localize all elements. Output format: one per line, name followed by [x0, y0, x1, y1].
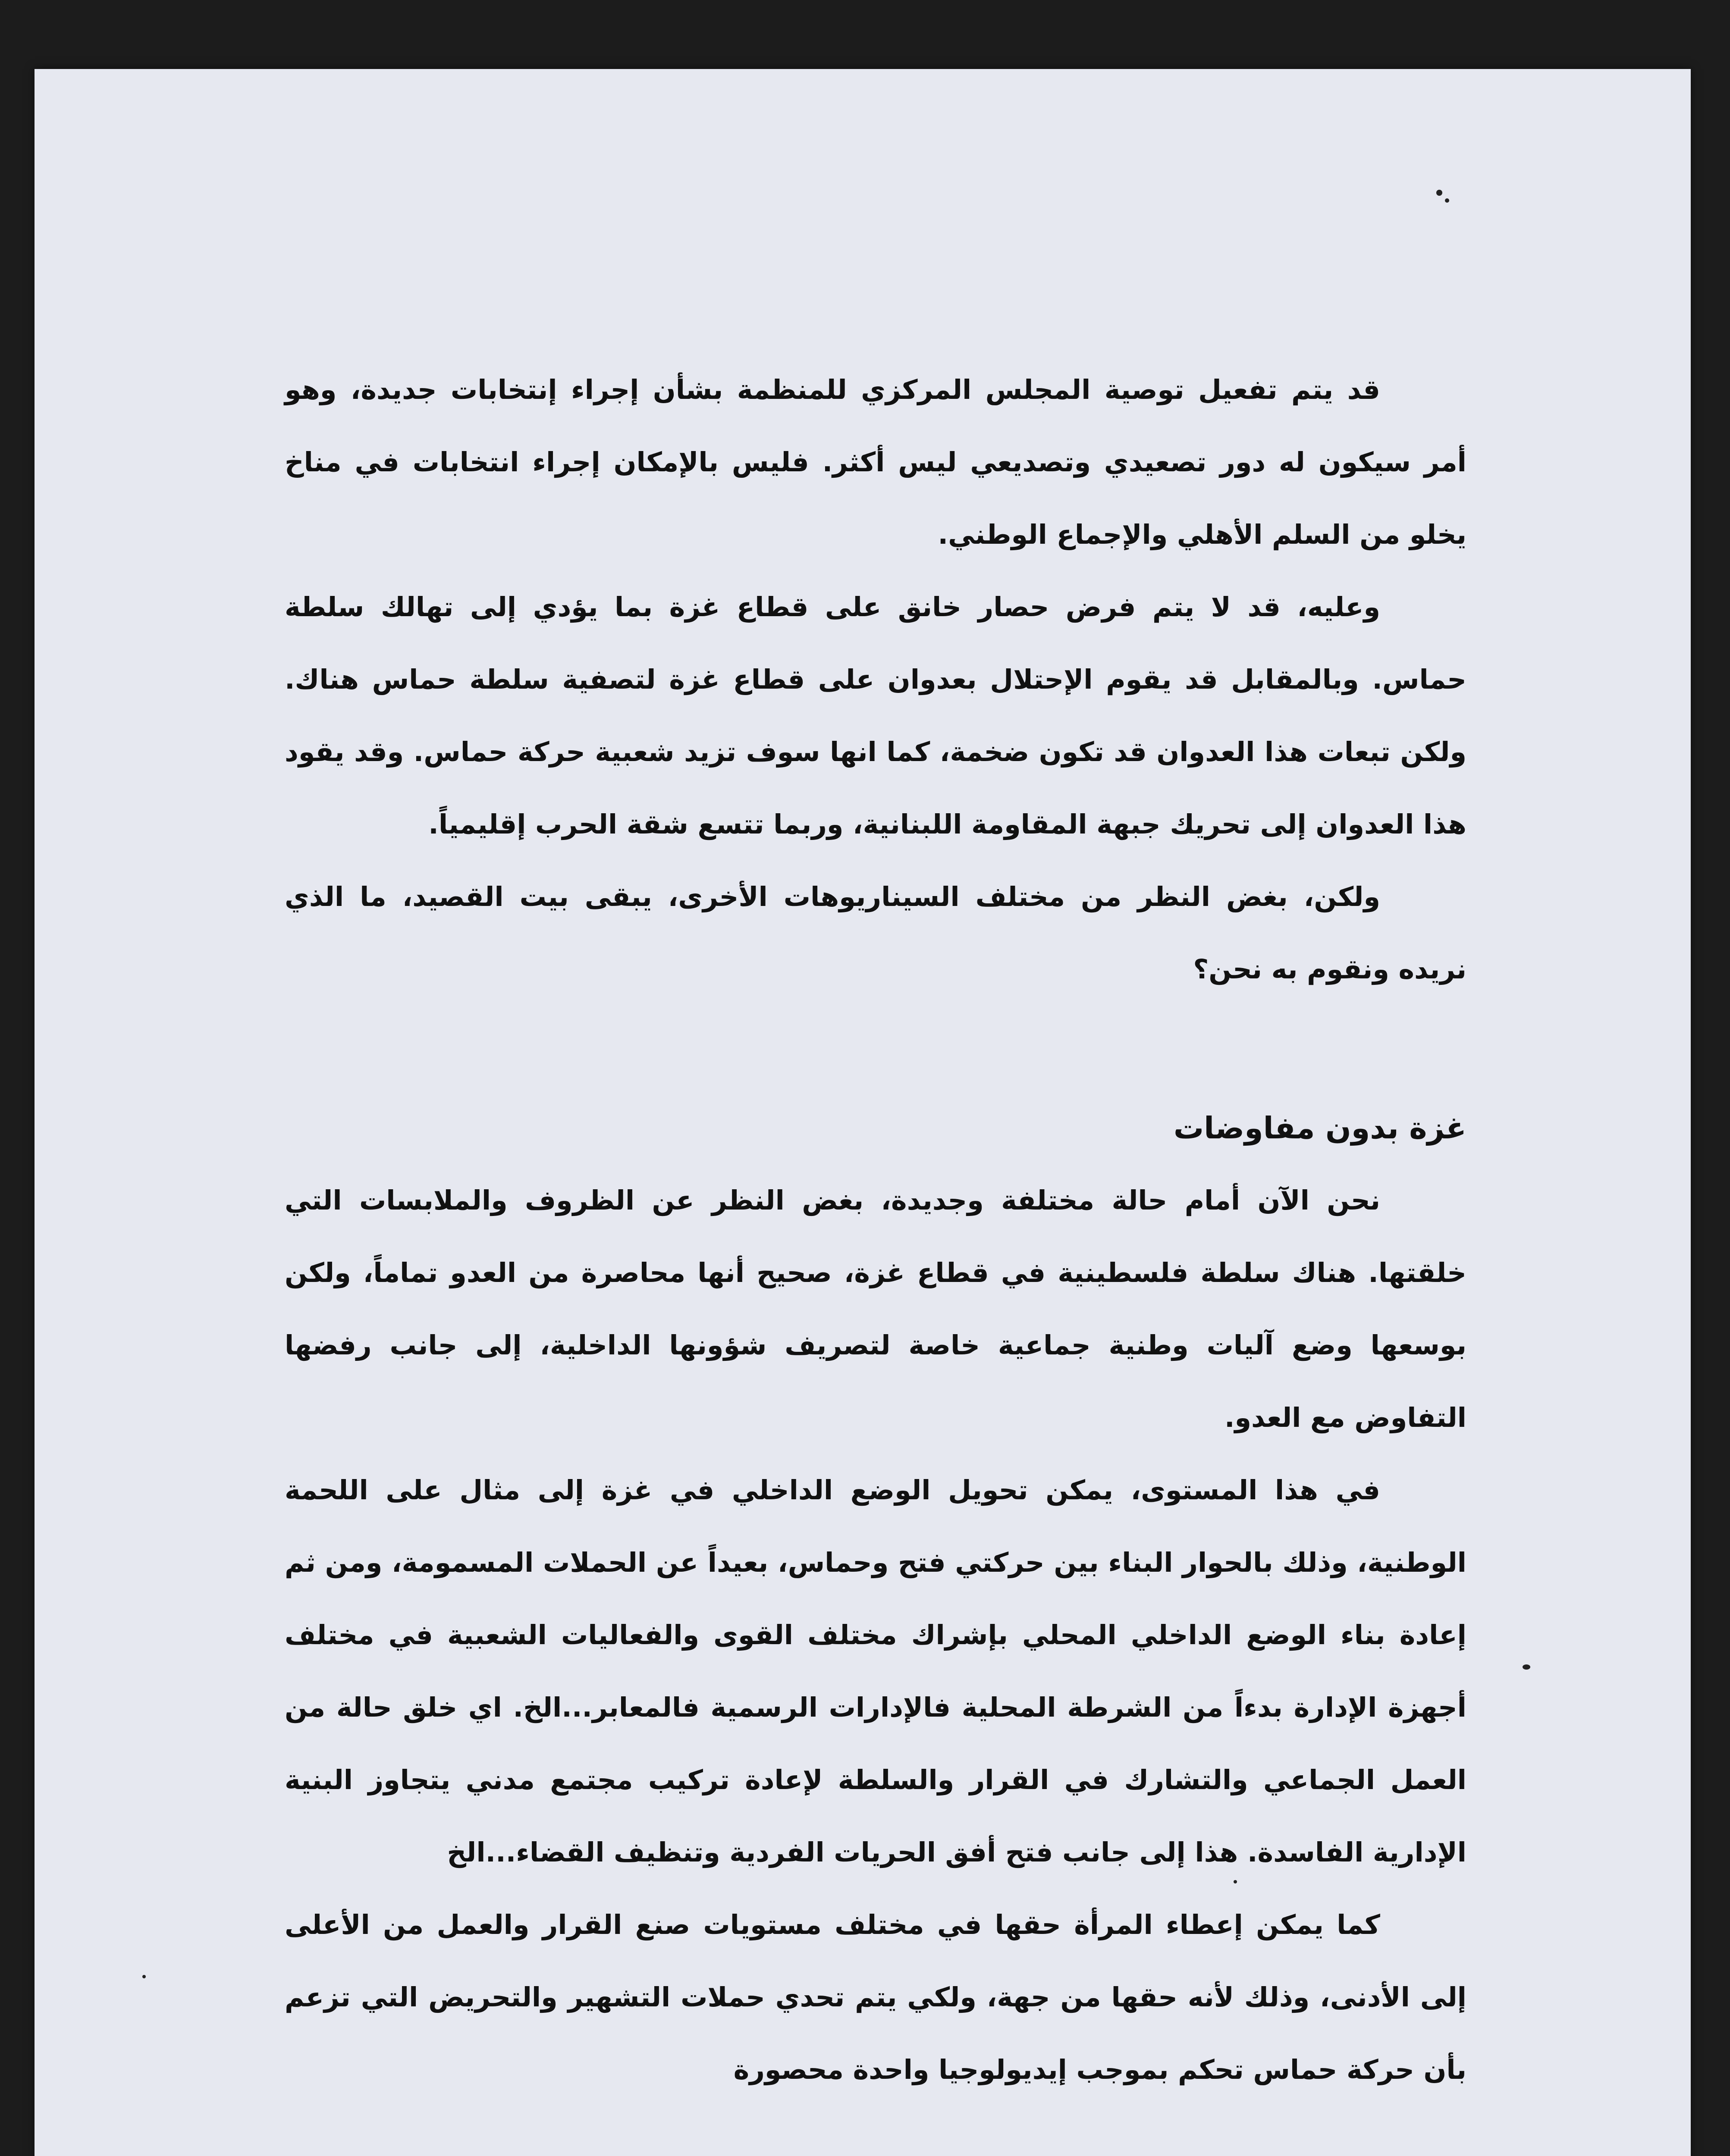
- scan-speck: [1234, 1880, 1237, 1883]
- scan-speck: [1523, 1664, 1530, 1670]
- document-page: [35, 69, 1691, 2156]
- section-paragraph-1: نحن الآن أمام حالة مختلفة وجديدة، بغض النظر عن الظروف والملابسات التي خلقتها. هناك سلطة فلسطينية في قطاع غزة، صحيح أنها محاصرة من العدو تماماً، ولكن بوسعها وضع آليات وطنية جماعية خاصة لتصريف شؤونها الداخلية، إلى جانب رفضها التفاوض مع العدو.: [285, 1185, 1466, 1433]
- paragraph-3: ولكن، بغض النظر من مختلف السيناريوهات الأخرى، يبقى بيت القصيد، ما الذي نريده ونقوم به نحن؟: [285, 881, 1466, 985]
- section-paragraph-3: كما يمكن إعطاء المرأة حقها في مختلف مستويات صنع القرار والعمل من الأعلى إلى الأدنى، وذلك لأنه حقها من جهة، ولكي يتم تحدي حملات التشهير والتحريض التي تزعم بأن حركة حماس تحكم بموجب إيديولوجيا واحدة محصورة: [285, 1909, 1466, 2085]
- section-heading: غزة بدون مفاوضات: [1173, 1110, 1466, 1146]
- scan-speck: [1445, 198, 1449, 203]
- paragraph-1: قد يتم تفعيل توصية المجلس المركزي للمنظمة بشأن إجراء إنتخابات جديدة، وهو أمر سيكون له دور تصعيدي وتصديعي ليس أكثر. فليس بالإمكان إجراء انتخابات في مناخ يخلو من السلم الأهلي والإجماع الوطني.: [285, 374, 1466, 550]
- section-paragraph-2: في هذا المستوى، يمكن تحويل الوضع الداخلي في غزة إلى مثال على اللحمة الوطنية، وذلك بالحوار البناء بين حركتي فتح وحماس، بعيداً عن الحملات المسمومة، ومن ثم إعادة بناء الوضع الداخلي المحلي بإشراك مختلف القوى والفعاليات الشعبية في مختلف أجهزة الإدارة بدءاً من الشرطة المحلية فالإدارات الرسمية فالمعابر...الخ. اي خلق حالة من العمل الجماعي والتشارك في القرار والسلطة لإعادة تركيب مجتمع مدني يتجاوز البنية الإدارية الفاسدة. هذا إلى جانب فتح أفق الحريات الفردية وتنظيف القضاء...الخ: [285, 1474, 1466, 1868]
- scan-speck: [1436, 190, 1442, 196]
- scan-speck: [142, 1975, 146, 1978]
- paragraph-2: وعليه، قد لا يتم فرض حصار خانق على قطاع غزة بما يؤدي إلى تهالك سلطة حماس. وبالمقابل قد يقوم الإحتلال بعدوان على قطاع غزة لتصفية سلطة حماس هناك. ولكن تبعات هذا العدوان قد تكون ضخمة، كما انها سوف تزيد شعبية حركة حماس. وقد يقود هذا العدوان إلى تحريك جبهة المقاومة اللبنانية، وربما تتسع شقة الحرب إقليمياً.: [285, 591, 1466, 840]
- document-body: [285, 354, 1466, 2106]
